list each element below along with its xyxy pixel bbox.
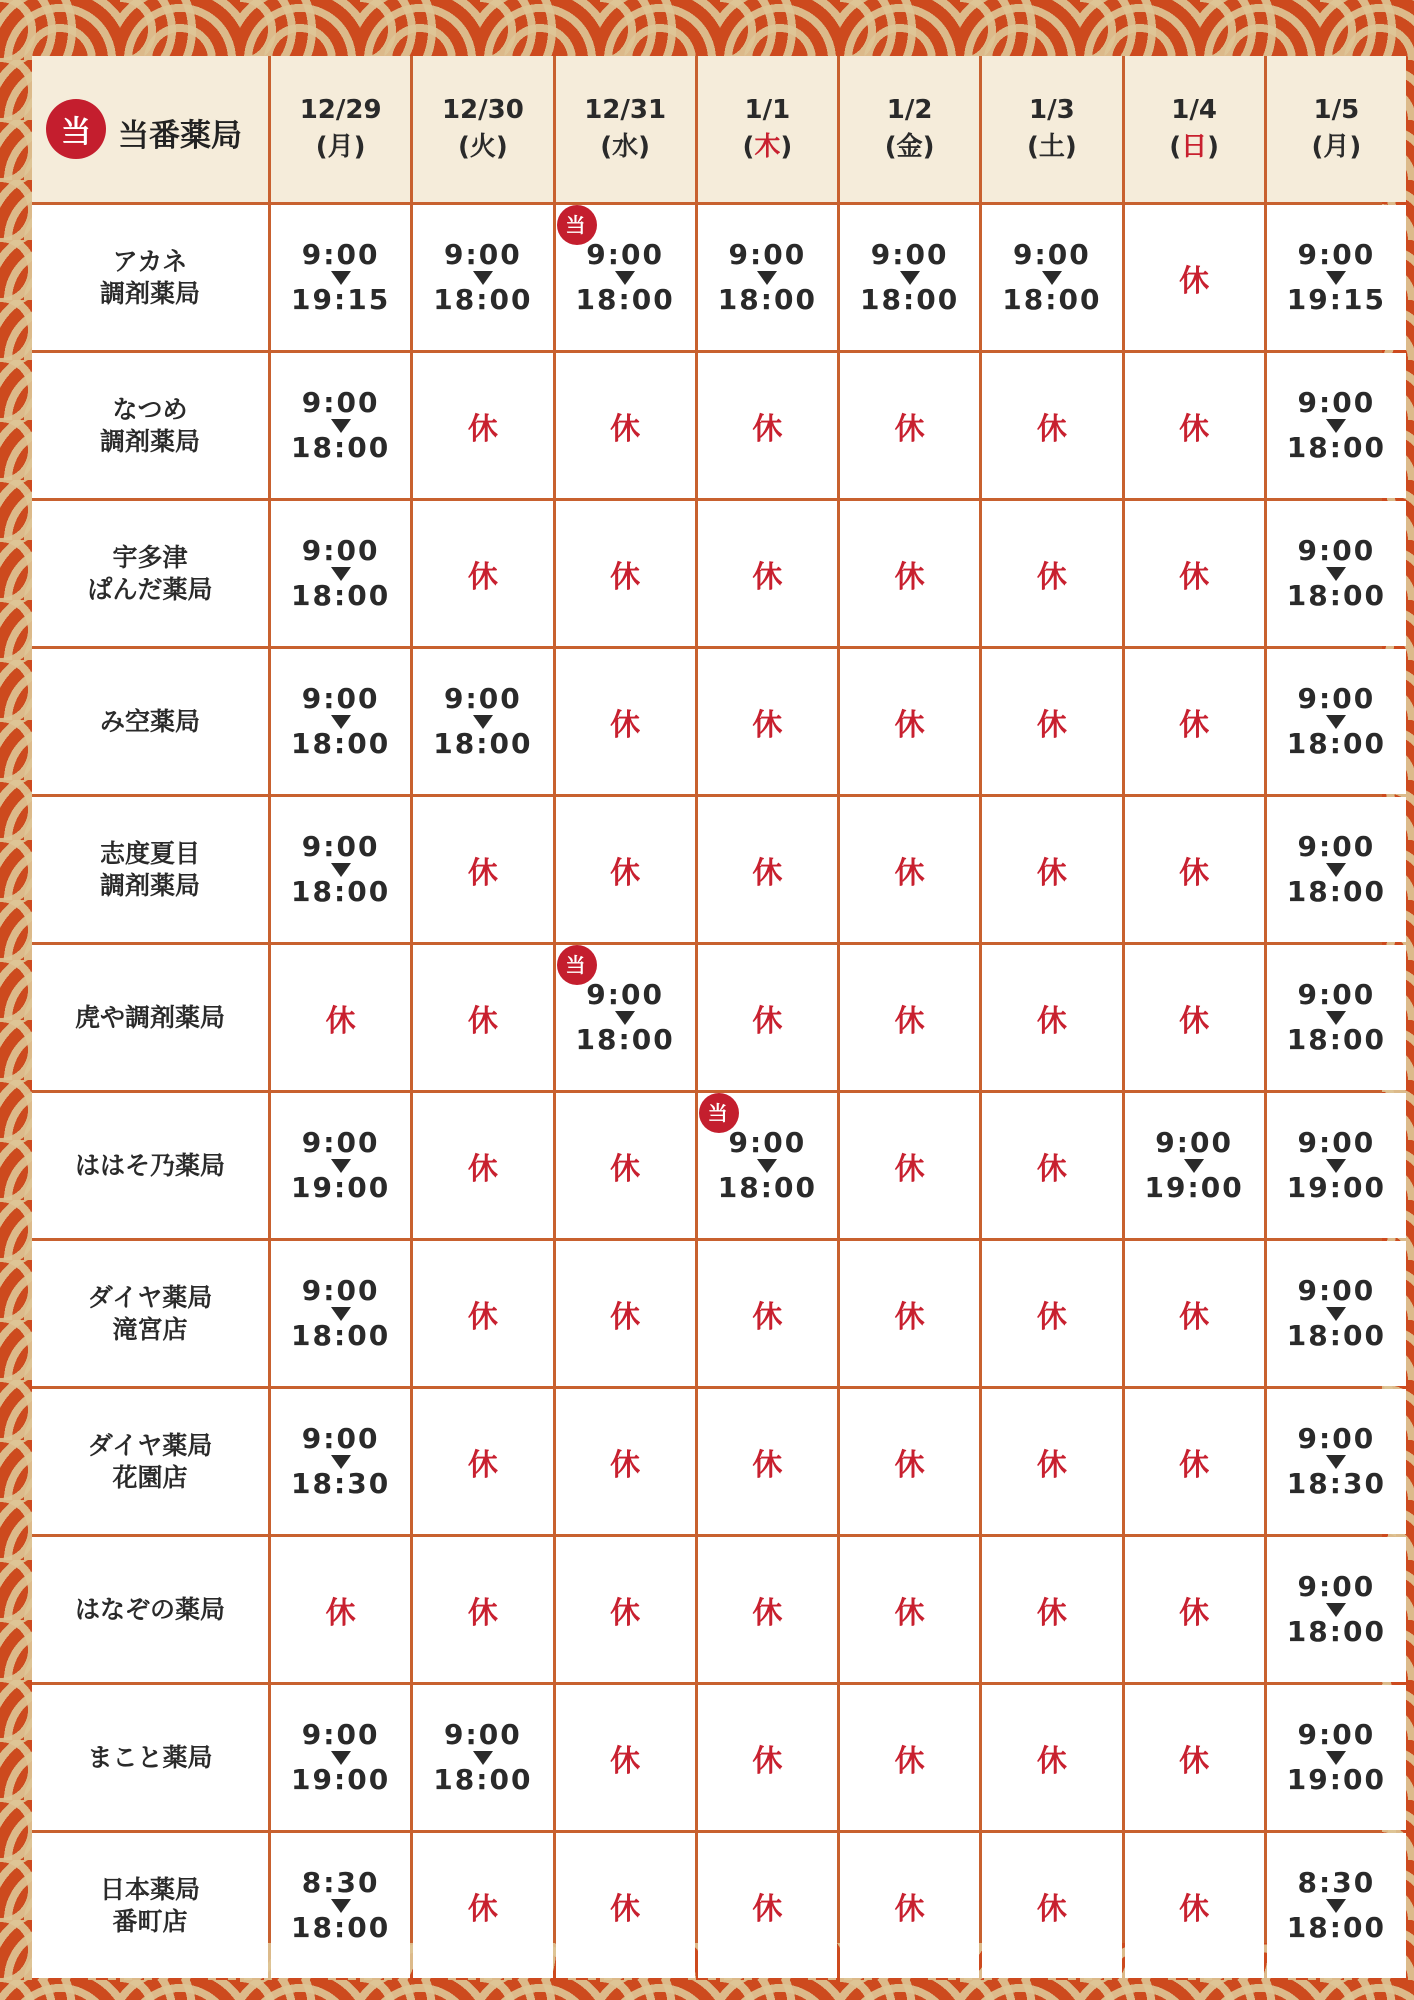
date-label: 1/1 (744, 95, 791, 125)
schedule-cell (982, 1389, 1121, 1534)
duty-pharmacy-schedule-table (32, 56, 1386, 1944)
date-label: 12/29 (299, 95, 382, 125)
date-header-cell (698, 56, 837, 202)
schedule-cell (982, 945, 1121, 1090)
schedule-cell (556, 945, 695, 1090)
closed-label: 休 (752, 1891, 783, 1927)
close-time: 19:00 (291, 1763, 391, 1796)
open-time: 9:00 (301, 1126, 380, 1159)
closed-label: 休 (467, 1447, 498, 1483)
close-time: 18:00 (717, 1171, 817, 1204)
page-title: 当番薬局 (118, 117, 242, 154)
date-header-cell (271, 56, 410, 202)
schedule-cell (840, 1537, 979, 1682)
schedule-cell (982, 1685, 1121, 1830)
closed-label: 休 (1036, 1891, 1067, 1927)
schedule-cell (556, 205, 695, 350)
closed-label: 休 (1036, 855, 1067, 891)
closed-label: 休 (467, 855, 498, 891)
schedule-cell (840, 501, 979, 646)
schedule-cell (840, 1093, 979, 1238)
closed-label: 休 (1036, 1447, 1067, 1483)
day-of-week-text: 土 (1038, 132, 1065, 162)
close-time: 19:00 (1286, 1763, 1386, 1796)
closed-label: 休 (1036, 411, 1067, 447)
closed-label: 休 (894, 1891, 925, 1927)
open-time: 9:00 (1297, 1274, 1376, 1307)
pharmacy-name: まこと薬局 (87, 1742, 213, 1772)
open-time: 9:00 (586, 978, 664, 1011)
closed-label: 休 (1036, 1003, 1067, 1039)
schedule-cell (1267, 1389, 1406, 1534)
open-time: 9:00 (1297, 386, 1376, 419)
close-time: 18:00 (1286, 1615, 1386, 1648)
closed-label: 休 (752, 559, 783, 595)
closed-label: 休 (894, 411, 925, 447)
schedule-cell (1267, 205, 1406, 350)
schedule-cell (1267, 1833, 1406, 1978)
closed-label: 休 (894, 1595, 925, 1631)
schedule-cell (1125, 205, 1264, 350)
schedule-cell (1125, 1833, 1264, 1978)
schedule-cell (840, 649, 979, 794)
closed-label: 休 (1179, 1447, 1210, 1483)
duty-badge-icon: 当 (557, 205, 597, 245)
schedule-cell (271, 945, 410, 1090)
schedule-cell (982, 797, 1121, 942)
close-time: 19:00 (291, 1171, 391, 1204)
schedule-cell (556, 1241, 695, 1386)
schedule-cell (840, 205, 979, 350)
schedule-cell (1125, 1241, 1264, 1386)
closed-label: 休 (1179, 707, 1210, 743)
pharmacy-name: はなぞの薬局 (74, 1594, 225, 1624)
open-time: 9:00 (1297, 830, 1376, 863)
date-header-cell (413, 56, 552, 202)
schedule-cell (698, 501, 837, 646)
pharmacy-name-cell (32, 1389, 268, 1534)
date-label: 1/5 (1313, 95, 1360, 125)
close-time: 18:00 (291, 875, 391, 908)
day-of-week-label: (水) (600, 132, 651, 162)
schedule-cell (982, 501, 1121, 646)
duty-badge-icon: 当 (46, 99, 106, 159)
closed-label: 休 (1036, 1743, 1067, 1779)
closed-label: 休 (894, 1151, 925, 1187)
close-time: 18:00 (291, 431, 391, 464)
closed-label: 休 (467, 1595, 498, 1631)
closed-label: 休 (1179, 1595, 1210, 1631)
close-time: 18:00 (291, 727, 391, 760)
closed-label: 休 (752, 1447, 783, 1483)
closed-label: 休 (1179, 1299, 1210, 1335)
closed-label: 休 (894, 855, 925, 891)
date-header-cell (556, 56, 695, 202)
closed-label: 休 (1179, 411, 1210, 447)
close-time: 19:15 (291, 283, 391, 316)
pharmacy-name-cell (32, 1093, 268, 1238)
schedule-cell (413, 1241, 552, 1386)
schedule-cell (840, 797, 979, 942)
pharmacy-name: 日本薬局 番町店 (99, 1874, 200, 1936)
schedule-cell (271, 1537, 410, 1682)
schedule-cell (698, 353, 837, 498)
closed-label: 休 (1179, 1743, 1210, 1779)
table-title-cell (32, 56, 268, 202)
closed-label: 休 (610, 1447, 641, 1483)
pharmacy-name: ダイヤ薬局 花園店 (87, 1430, 213, 1492)
open-time: 9:00 (870, 238, 949, 271)
closed-label: 休 (467, 1151, 498, 1187)
schedule-cell (982, 1537, 1121, 1682)
closed-label: 休 (610, 1595, 641, 1631)
day-of-week-text: 月 (327, 132, 354, 162)
close-time: 18:00 (1286, 431, 1386, 464)
open-time: 9:00 (728, 238, 807, 271)
day-of-week-text: 金 (896, 132, 923, 162)
pharmacy-name: み空薬局 (99, 706, 200, 736)
closed-label: 休 (467, 1299, 498, 1335)
schedule-cell (556, 1833, 695, 1978)
close-time: 18:00 (1002, 283, 1102, 316)
pharmacy-name-cell (32, 945, 268, 1090)
close-time: 18:00 (433, 283, 533, 316)
open-time: 9:00 (301, 1422, 380, 1455)
schedule-cell (698, 1537, 837, 1682)
schedule-cell (840, 1389, 979, 1534)
pharmacy-name: ダイヤ薬局 滝宮店 (87, 1282, 213, 1344)
schedule-cell (556, 649, 695, 794)
schedule-cell (413, 501, 552, 646)
pharmacy-name: アカネ 調剤薬局 (99, 246, 200, 308)
close-time: 18:30 (1286, 1467, 1386, 1500)
schedule-cell (556, 1685, 695, 1830)
schedule-cell (982, 1833, 1121, 1978)
schedule-cell (1267, 1093, 1406, 1238)
close-time: 18:00 (575, 283, 675, 316)
duty-badge-icon: 当 (699, 1093, 739, 1133)
schedule-cell (698, 205, 837, 350)
schedule-cell (271, 797, 410, 942)
open-time: 9:00 (1297, 1570, 1376, 1603)
open-time: 9:00 (444, 1718, 522, 1751)
closed-label: 休 (894, 1299, 925, 1335)
schedule-cell (556, 797, 695, 942)
schedule-cell (698, 1093, 837, 1238)
open-time: 9:00 (444, 682, 522, 715)
closed-label: 休 (467, 411, 498, 447)
open-time: 9:00 (301, 682, 380, 715)
closed-label: 休 (752, 1299, 783, 1335)
open-time: 9:00 (1297, 682, 1376, 715)
day-of-week-label: (火) (457, 132, 508, 162)
close-time: 18:00 (1286, 1023, 1386, 1056)
day-of-week-text: 火 (469, 132, 496, 162)
open-time: 9:00 (301, 386, 380, 419)
closed-label: 休 (894, 559, 925, 595)
schedule-cell (271, 649, 410, 794)
pharmacy-name-cell (32, 353, 268, 498)
day-of-week-label: (月) (315, 132, 366, 162)
day-of-week-label: (月) (1311, 132, 1362, 162)
closed-label: 休 (1036, 1151, 1067, 1187)
schedule-cell (413, 945, 552, 1090)
closed-label: 休 (610, 1151, 641, 1187)
schedule-cell (698, 1833, 837, 1978)
closed-label: 休 (610, 1891, 641, 1927)
pharmacy-name: なつめ 調剤薬局 (99, 394, 200, 456)
schedule-cell (1125, 1685, 1264, 1830)
schedule-cell (1267, 1685, 1406, 1830)
close-time: 18:30 (291, 1467, 391, 1500)
schedule-cell (1267, 945, 1406, 1090)
schedule-cell (413, 1537, 552, 1682)
close-time: 19:00 (1144, 1171, 1244, 1204)
schedule-cell (698, 1685, 837, 1830)
day-of-week-text: 日 (1181, 132, 1208, 162)
schedule-cell (698, 1389, 837, 1534)
schedule-cell (1267, 797, 1406, 942)
open-time: 9:00 (586, 238, 664, 271)
open-time: 9:00 (1297, 1126, 1376, 1159)
schedule-cell (271, 1833, 410, 1978)
closed-label: 休 (1179, 1003, 1210, 1039)
open-time: 9:00 (1013, 238, 1091, 271)
date-label: 12/31 (584, 95, 667, 125)
pharmacy-name-cell (32, 1685, 268, 1830)
schedule-cell (1267, 1241, 1406, 1386)
day-of-week-label: (木) (742, 132, 793, 162)
schedule-cell (413, 797, 552, 942)
date-label: 1/4 (1171, 95, 1217, 125)
schedule-cell (413, 1389, 552, 1534)
date-label: 1/3 (1029, 95, 1075, 125)
schedule-cell (271, 1093, 410, 1238)
open-time: 9:00 (301, 1274, 380, 1307)
closed-label: 休 (1036, 559, 1067, 595)
open-time: 9:00 (1297, 238, 1376, 271)
schedule-cell (982, 205, 1121, 350)
closed-label: 休 (752, 1003, 783, 1039)
closed-label: 休 (467, 559, 498, 595)
closed-label: 休 (610, 855, 641, 891)
schedule-cell (413, 1093, 552, 1238)
schedule-cell (271, 205, 410, 350)
closed-label: 休 (894, 1743, 925, 1779)
pharmacy-name-cell (32, 649, 268, 794)
day-of-week-label: (日) (1169, 132, 1220, 162)
schedule-cell (556, 1537, 695, 1682)
schedule-cell (271, 1241, 410, 1386)
closed-label: 休 (325, 1595, 356, 1631)
day-of-week-label: (金) (884, 132, 935, 162)
pharmacy-name-cell (32, 1537, 268, 1682)
closed-label: 休 (752, 411, 783, 447)
open-time: 9:00 (1297, 1422, 1376, 1455)
schedule-cell (1125, 797, 1264, 942)
schedule-cell (1125, 945, 1264, 1090)
schedule-cell (840, 353, 979, 498)
pharmacy-name-cell (32, 1833, 268, 1978)
close-time: 18:00 (1286, 727, 1386, 760)
closed-label: 休 (752, 1743, 783, 1779)
pharmacy-name-cell (32, 205, 268, 350)
closed-label: 休 (752, 855, 783, 891)
date-label: 1/2 (886, 95, 933, 125)
closed-label: 休 (1036, 707, 1067, 743)
schedule-cell (982, 1241, 1121, 1386)
closed-label: 休 (752, 1595, 783, 1631)
schedule-cell (698, 945, 837, 1090)
closed-label: 休 (610, 707, 641, 743)
schedule-cell (413, 353, 552, 498)
schedule-cell (1125, 1537, 1264, 1682)
closed-label: 休 (752, 707, 783, 743)
schedule-cell (1267, 501, 1406, 646)
pharmacy-name: ははそ乃薬局 (74, 1150, 225, 1180)
close-time: 18:00 (860, 283, 960, 316)
close-time: 19:00 (1286, 1171, 1386, 1204)
open-time: 9:00 (444, 238, 522, 271)
closed-label: 休 (1036, 1299, 1067, 1335)
closed-label: 休 (1179, 559, 1210, 595)
closed-label: 休 (467, 1891, 498, 1927)
pharmacy-name-cell (32, 1241, 268, 1386)
schedule-cell (271, 501, 410, 646)
schedule-cell (1125, 353, 1264, 498)
schedule-cell (982, 353, 1121, 498)
open-time: 9:00 (301, 238, 380, 271)
pharmacy-name: 虎や調剤薬局 (74, 1002, 225, 1032)
schedule-cell (413, 1685, 552, 1830)
closed-label: 休 (894, 1003, 925, 1039)
schedule-cell (556, 353, 695, 498)
schedule-cell (1125, 649, 1264, 794)
schedule-cell (556, 1389, 695, 1534)
closed-label: 休 (610, 559, 641, 595)
schedule-cell (698, 1241, 837, 1386)
pharmacy-name-cell (32, 501, 268, 646)
closed-label: 休 (610, 411, 641, 447)
schedule-cell (271, 353, 410, 498)
open-time: 9:00 (301, 830, 380, 863)
close-time: 18:00 (1286, 1911, 1386, 1944)
close-time: 18:00 (291, 1911, 391, 1944)
open-time: 9:00 (301, 534, 380, 567)
pharmacy-name: 志度夏目 調剤薬局 (99, 838, 200, 900)
day-of-week-text: 木 (754, 132, 781, 162)
open-time: 9:00 (1155, 1126, 1233, 1159)
open-time: 9:00 (1297, 534, 1376, 567)
close-time: 18:00 (1286, 579, 1386, 612)
date-label: 12/30 (441, 95, 524, 125)
pharmacy-name-cell (32, 797, 268, 942)
schedule-cell (556, 1093, 695, 1238)
closed-label: 休 (894, 1447, 925, 1483)
schedule-cell (271, 1389, 410, 1534)
day-of-week-label: (土) (1026, 132, 1077, 162)
closed-label: 休 (610, 1299, 641, 1335)
schedule-cell (413, 649, 552, 794)
closed-label: 休 (1179, 263, 1210, 299)
close-time: 18:00 (717, 283, 817, 316)
close-time: 18:00 (291, 579, 391, 612)
open-time: 9:00 (1297, 978, 1376, 1011)
closed-label: 休 (467, 1003, 498, 1039)
open-time: 9:00 (301, 1718, 380, 1751)
schedule-cell (1125, 1093, 1264, 1238)
pharmacy-name: 宇多津 ぱんだ薬局 (87, 542, 213, 604)
open-time: 8:30 (301, 1866, 380, 1899)
close-time: 18:00 (1286, 875, 1386, 908)
schedule-cell (413, 205, 552, 350)
closed-label: 休 (894, 707, 925, 743)
date-header-cell (1267, 56, 1406, 202)
schedule-cell (556, 501, 695, 646)
date-header-cell (982, 56, 1121, 202)
schedule-cell (1267, 1537, 1406, 1682)
open-time: 8:30 (1297, 1866, 1376, 1899)
schedule-cell (1267, 353, 1406, 498)
day-of-week-text: 月 (1323, 132, 1350, 162)
close-time: 18:00 (291, 1319, 391, 1352)
duty-badge-icon: 当 (557, 945, 597, 985)
close-time: 18:00 (433, 1763, 533, 1796)
schedule-cell (1125, 501, 1264, 646)
closed-label: 休 (1179, 1891, 1210, 1927)
closed-label: 休 (1179, 855, 1210, 891)
schedule-cell (271, 1685, 410, 1830)
schedule-cell (698, 649, 837, 794)
schedule-cell (413, 1833, 552, 1978)
schedule-cell (840, 1241, 979, 1386)
date-header-cell (1125, 56, 1264, 202)
schedule-cell (840, 1685, 979, 1830)
schedule-cell (1125, 1389, 1264, 1534)
closed-label: 休 (1036, 1595, 1067, 1631)
closed-label: 休 (610, 1743, 641, 1779)
schedule-cell (1267, 649, 1406, 794)
open-time: 9:00 (728, 1126, 807, 1159)
schedule-cell (982, 1093, 1121, 1238)
schedule-cell (698, 797, 837, 942)
close-time: 19:15 (1286, 283, 1386, 316)
schedule-cell (982, 649, 1121, 794)
close-time: 18:00 (433, 727, 533, 760)
close-time: 18:00 (1286, 1319, 1386, 1352)
closed-label: 休 (325, 1003, 356, 1039)
schedule-cell (840, 1833, 979, 1978)
schedule-cell (840, 945, 979, 1090)
open-time: 9:00 (1297, 1718, 1376, 1751)
date-header-cell (840, 56, 979, 202)
close-time: 18:00 (575, 1023, 675, 1056)
day-of-week-text: 水 (612, 132, 639, 162)
